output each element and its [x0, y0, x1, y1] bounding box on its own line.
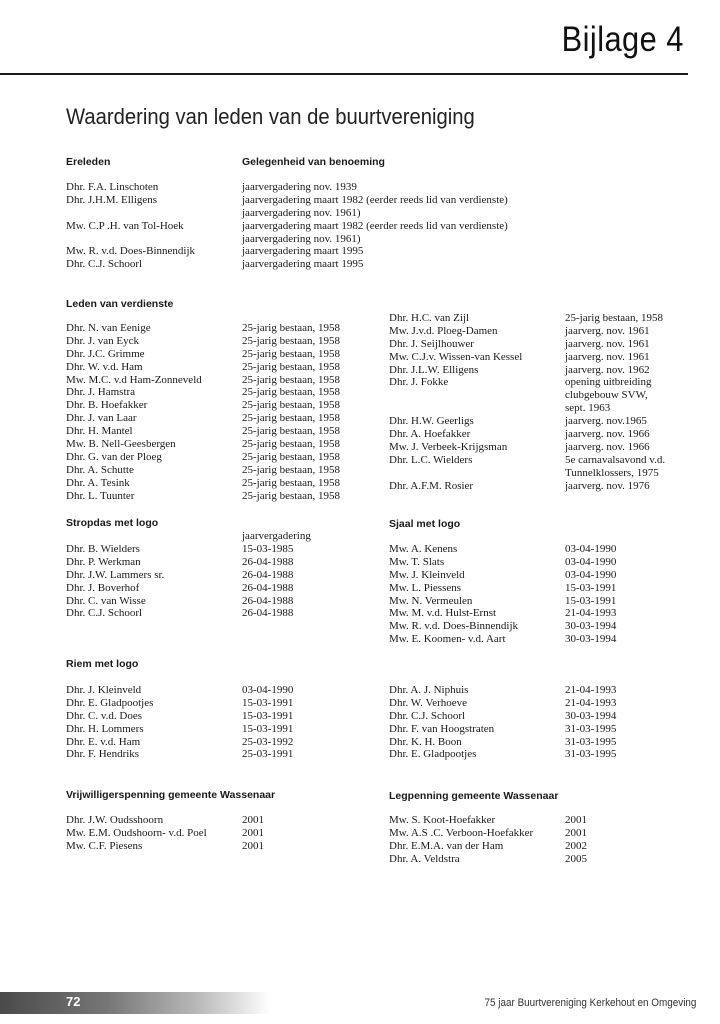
occasion: 2001: [565, 826, 587, 839]
ereleden-col2-title: Gelegenheid van benoeming: [242, 156, 385, 168]
page-heading: Waardering van leden van de buurtvereniging: [66, 104, 475, 129]
member-name: Dhr. J.C. Grimme: [66, 347, 145, 360]
occasion: 15-03-1991: [565, 581, 617, 594]
member-name: Mw. E. Koomen- v.d. Aart: [389, 633, 506, 646]
member-name: Dhr. K. H. Boon: [389, 735, 462, 748]
occasion: Tunnelklossers, 1975: [565, 466, 659, 479]
occasion: 21-04-1993: [565, 696, 617, 709]
member-name: Dhr. L.C. Wielders: [389, 453, 473, 466]
member-name: Dhr. H. Mantel: [66, 425, 133, 438]
member-name: Mw. B. Nell-Geesbergen: [66, 438, 176, 451]
member-name: Dhr. A. Veldstra: [389, 852, 460, 865]
occasion: 25-jarig bestaan, 1958: [242, 463, 341, 476]
occasion: 5e carnavalsavond v.d.: [565, 453, 666, 466]
occasion: 31-03-1995: [565, 748, 617, 761]
member-name: Dhr. A.F.M. Rosier: [389, 479, 474, 492]
member-name: Dhr. H. Lommers: [66, 722, 144, 735]
occasion: 31-03-1995: [565, 735, 617, 748]
occasion: 21-04-1993: [565, 607, 617, 620]
occasion: jaarverg. nov. 1966: [565, 440, 650, 453]
occasion: 25-jarig bestaan, 1958: [242, 489, 341, 502]
occasion: 2005: [565, 852, 587, 865]
occasion: jaarverg. nov. 1961: [565, 324, 650, 337]
occasion: 25-jarig bestaan, 1958: [242, 386, 341, 399]
member-name: Mw. A. Kenens: [389, 543, 458, 555]
occasion: 25-jarig bestaan, 1958: [565, 312, 664, 324]
member-name: Mw. C.F. Piesens: [66, 839, 143, 852]
member-name: Mw. M. v.d. Hulst-Ernst: [389, 607, 497, 620]
member-name: Dhr. C. v.d. Does: [66, 709, 142, 722]
member-name: Dhr. C.J. Schoorl: [66, 258, 143, 271]
member-name: Dhr. J. van Eyck: [66, 334, 140, 347]
occasion: 03-04-1990: [565, 555, 617, 568]
member-name: Mw. R. v.d. Does-Binnendijk: [66, 245, 196, 258]
stropdas-col2-title: jaarvergadering: [242, 530, 311, 542]
appendix-title: Bijlage 4: [561, 20, 684, 59]
member-name: Dhr. L. Tuunter: [66, 489, 135, 502]
sjaal-title: Sjaal met logo: [389, 518, 461, 530]
member-name: Dhr. J.W. Oudsshoorn: [66, 814, 164, 826]
occasion: 03-04-1990: [565, 568, 617, 581]
member-name: Mw. N. Vermeulen: [389, 594, 473, 607]
member-name: Mw. R. v.d. Does-Binnendijk: [389, 620, 519, 633]
verdienste-title: Leden van verdienste: [66, 298, 174, 310]
legpenning-title: Legpenning gemeente Wassenaar: [389, 790, 559, 802]
occasion: 25-jarig bestaan, 1958: [242, 450, 341, 463]
member-name: Dhr. F.A. Linschoten: [66, 181, 159, 193]
occasion: 15-03-1991: [242, 722, 294, 735]
occasion: 25-jarig bestaan, 1958: [242, 334, 341, 347]
occasion: 03-04-1990: [565, 543, 617, 555]
occasion: 31-03-1995: [565, 722, 617, 735]
member-name: Dhr. E. Gladpootjes: [66, 696, 154, 709]
member-name: Dhr. P. Werkman: [66, 555, 141, 568]
member-name: Dhr. C.J. Schoorl: [389, 709, 466, 722]
member-name: Dhr. J. Hamstra: [66, 386, 136, 399]
occasion: 25-jarig bestaan, 1958: [242, 399, 341, 412]
occasion: 26-04-1988: [242, 568, 294, 581]
member-name: Dhr. J.W. Lammers sr.: [66, 568, 165, 581]
occasion: jaarverg. nov. 1966: [565, 428, 650, 441]
header-rule: [0, 73, 688, 75]
member-name: Dhr. H.C. van Zijl: [389, 312, 470, 324]
occasion: jaarvergadering nov. 1939: [242, 181, 357, 193]
member-name: Dhr. J.L.W. Elligens: [389, 363, 479, 376]
occasion: 26-04-1988: [242, 594, 294, 607]
occasion: jaarvergadering maart 1982 (eerder reeds lid van verdienste): [242, 193, 508, 206]
member-name: Dhr. J. Boverhof: [66, 581, 140, 594]
member-name: Dhr. G. van der Ploeg: [66, 450, 162, 463]
member-name: Mw. J.v.d. Ploeg-Damen: [389, 324, 498, 337]
occasion: jaarvergadering nov. 1961): [242, 206, 361, 219]
member-name: Dhr. A. Hoefakker: [389, 428, 471, 441]
member-name: Mw. C.P .H. van Tol-Hoek: [66, 219, 184, 232]
ereleden-title: Ereleden: [66, 156, 111, 168]
occasion: 21-04-1993: [565, 684, 617, 696]
occasion: jaarverg. nov. 1961: [565, 350, 650, 363]
member-name: Dhr. E. v.d. Ham: [66, 735, 141, 748]
member-name: Dhr. J.H.M. Elligens: [66, 193, 158, 206]
page-number: 72: [66, 994, 81, 1009]
occasion: 15-03-1985: [242, 543, 294, 555]
occasion: 25-jarig bestaan, 1958: [242, 476, 341, 489]
member-name: Mw. M.C. v.d Ham-Zonneveld: [66, 373, 202, 386]
member-name: Dhr. C.J. Schoorl: [66, 607, 143, 620]
member-name: Dhr. H.W. Geerligs: [389, 415, 474, 428]
occasion: 15-03-1991: [242, 696, 294, 709]
member-name: Mw. L. Piessens: [389, 581, 462, 594]
occasion: 15-03-1991: [565, 594, 617, 607]
occasion: 2001: [242, 839, 264, 852]
member-name: Dhr. A. Schutte: [66, 463, 134, 476]
member-name: Dhr. F. Hendriks: [66, 748, 140, 761]
member-name: Mw. C.J.v. Wissen-van Kessel: [389, 350, 523, 363]
member-name: Dhr. W. Verhoeve: [389, 696, 468, 709]
occasion: 26-04-1988: [242, 581, 294, 594]
member-name: Mw. E.M. Oudshoorn- v.d. Poel: [66, 826, 207, 839]
occasion: 15-03-1991: [242, 709, 294, 722]
occasion: 26-04-1988: [242, 555, 294, 568]
occasion: 25-jarig bestaan, 1958: [242, 373, 341, 386]
occasion: jaarvergadering maart 1982 (eerder reeds lid van verdienste): [242, 219, 508, 232]
occasion: 25-03-1992: [242, 735, 294, 748]
occasion: jaarverg. nov.1965: [565, 415, 647, 428]
member-name: Dhr. B. Wielders: [66, 543, 140, 555]
occasion: jaarvergadering nov. 1961): [242, 232, 361, 245]
occasion: sept. 1963: [565, 402, 611, 415]
member-name: Dhr. A. J. Niphuis: [389, 684, 469, 696]
vrijwilligers-title: Vrijwilligerspenning gemeente Wassenaar: [66, 789, 276, 801]
footer-text: 75 jaar Buurtvereniging Kerkehout en Omgeving: [484, 997, 696, 1009]
member-name: Mw. S. Koot-Hoefakker: [389, 814, 496, 826]
member-name: Mw. T. Slats: [389, 555, 445, 568]
occasion: 25-jarig bestaan, 1958: [242, 425, 341, 438]
occasion: 30-03-1994: [565, 633, 617, 646]
occasion: opening uitbreiding: [565, 376, 652, 389]
member-name: Mw. J. Verbeek-Krijgsman: [389, 440, 508, 453]
occasion: 25-jarig bestaan, 1958: [242, 347, 341, 360]
member-name: Dhr. F. van Hoogstraten: [389, 722, 495, 735]
member-name: Dhr. J. van Laar: [66, 412, 137, 425]
member-name: Mw. A.S .C. Verboon-Hoefakker: [389, 826, 534, 839]
occasion: 25-jarig bestaan, 1958: [242, 412, 341, 425]
stropdas-title: Stropdas met logo: [66, 517, 159, 529]
member-name: Mw. J. Kleinveld: [389, 568, 465, 581]
occasion: 30-03-1994: [565, 709, 617, 722]
member-name: Dhr. J. Fokke: [389, 376, 449, 389]
occasion: jaarvergadering maart 1995: [242, 245, 364, 258]
member-name: Dhr. E.M.A. van der Ham: [389, 839, 504, 852]
occasion: 2001: [242, 826, 264, 839]
occasion: 2001: [565, 814, 587, 826]
occasion: 30-03-1994: [565, 620, 617, 633]
occasion: 25-jarig bestaan, 1958: [242, 360, 341, 373]
occasion: 2002: [565, 839, 587, 852]
occasion: 03-04-1990: [242, 684, 294, 696]
occasion: 25-03-1991: [242, 748, 294, 761]
riem-title: Riem met logo: [66, 658, 139, 670]
occasion: jaarvergadering maart 1995: [242, 258, 364, 271]
occasion: jaarverg. nov. 1962: [565, 363, 650, 376]
occasion: 26-04-1988: [242, 607, 294, 620]
occasion: 25-jarig bestaan, 1958: [242, 438, 341, 451]
footer-bar: [0, 992, 270, 1014]
member-name: Dhr. B. Hoefakker: [66, 399, 148, 412]
occasion: 25-jarig bestaan, 1958: [242, 322, 341, 334]
member-name: Dhr. C. van Wisse: [66, 594, 146, 607]
member-name: Dhr. J. Seijlhouwer: [389, 337, 474, 350]
occasion: 2001: [242, 814, 264, 826]
occasion: clubgebouw SVW,: [565, 389, 648, 402]
occasion: jaarverg. nov. 1976: [565, 479, 650, 492]
member-name: Dhr. E. Gladpootjes: [389, 748, 477, 761]
member-name: Dhr. J. Kleinveld: [66, 684, 142, 696]
member-name: Dhr. W. v.d. Ham: [66, 360, 143, 373]
member-name: Dhr. A. Tesink: [66, 476, 130, 489]
member-name: Dhr. N. van Eenige: [66, 322, 151, 334]
occasion: jaarverg. nov. 1961: [565, 337, 650, 350]
